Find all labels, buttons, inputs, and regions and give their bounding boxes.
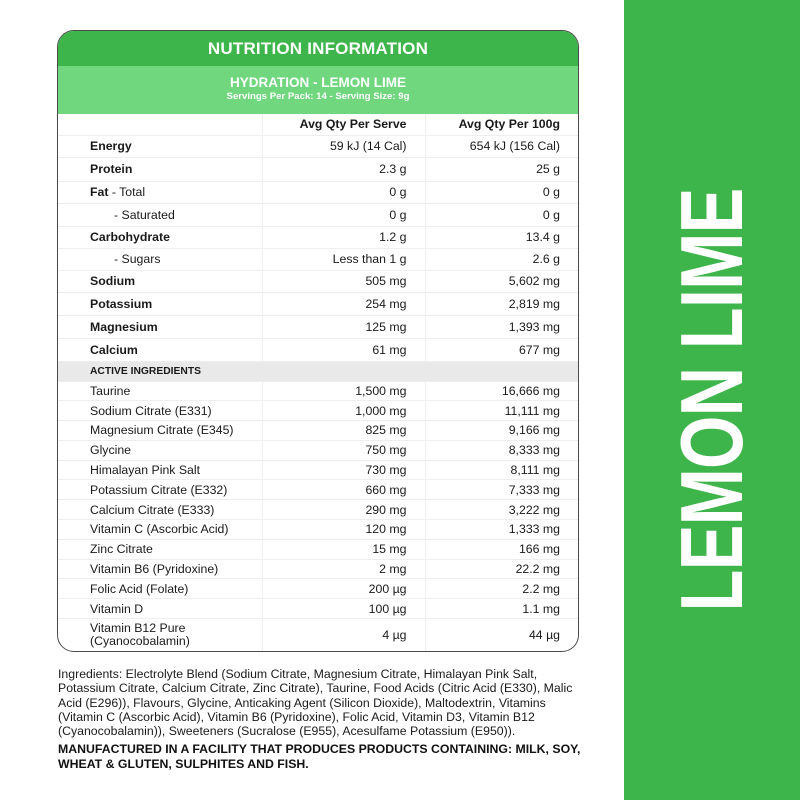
row-value-serve: 200 µg: [262, 579, 425, 599]
row-label: Vitamin B12 Pure (Cyanocobalamin): [90, 621, 190, 649]
table-row: [58, 203, 578, 226]
product-name: HYDRATION - LEMON LIME: [230, 75, 406, 90]
row-value-serve: 505 mg: [262, 270, 425, 292]
row-value-100g: 1,393 mg: [425, 315, 578, 338]
row-value-serve: 750 mg: [262, 440, 425, 460]
panel-title: NUTRITION INFORMATION: [58, 31, 578, 66]
row-label: Vitamin C (Ascorbic Acid): [58, 520, 262, 540]
row-value-100g: 5,602 mg: [425, 270, 578, 292]
table-row: [58, 270, 578, 292]
row-label: - Sugars: [58, 248, 262, 270]
row-value-serve: 125 mg: [262, 315, 425, 338]
row-value-serve: Less than 1 g: [262, 248, 425, 270]
row-label: Potassium: [58, 292, 262, 315]
row-value-100g: 2.2 mg: [425, 579, 578, 599]
row-value-100g: 25 g: [425, 157, 578, 181]
row-label: Magnesium: [58, 315, 262, 338]
table-row: [58, 292, 578, 315]
row-value-serve: 290 mg: [262, 500, 425, 520]
table-row: [58, 181, 578, 203]
row-label: [58, 181, 262, 203]
table-row: [58, 315, 578, 338]
table-row: [58, 460, 578, 480]
row-value-serve: 2 mg: [262, 559, 425, 579]
table-header-row: [58, 114, 578, 135]
table-row: [58, 226, 578, 248]
row-value-serve: 825 mg: [262, 421, 425, 441]
active-ingredients-header: [58, 361, 578, 381]
column-header-label: [58, 114, 262, 135]
table-row: [58, 559, 578, 579]
column-header-per-serve: Avg Qty Per Serve: [262, 114, 425, 135]
row-value-100g: 0 g: [425, 203, 578, 226]
row-value-100g: 2.6 g: [425, 248, 578, 270]
row-value-serve: 1,500 mg: [262, 381, 425, 401]
row-label: Sodium: [58, 270, 262, 292]
row-label: Calcium: [58, 338, 262, 361]
row-label: Protein: [58, 157, 262, 181]
row-value-serve: 730 mg: [262, 460, 425, 480]
table-row: [58, 421, 578, 441]
row-value-100g: 44 µg: [425, 619, 578, 652]
table-row: [58, 579, 578, 599]
row-label: Magnesium Citrate (E345): [58, 421, 262, 441]
table-row: [58, 157, 578, 181]
table-row: [58, 520, 578, 540]
row-label: - Saturated: [58, 203, 262, 226]
flavour-side-banner: [624, 0, 800, 800]
row-value-100g: 654 kJ (156 Cal): [425, 135, 578, 157]
table-row: [58, 401, 578, 421]
table-row: [58, 480, 578, 500]
allergen-warning: MANUFACTURED IN A FACILITY THAT PRODUCES PRODUCTS CONTAINING: MILK, SOY, WHEAT & GLUTEN, SULPHITES AND FISH.: [58, 742, 581, 771]
row-value-100g: 166 mg: [425, 539, 578, 559]
row-value-100g: 1,333 mg: [425, 520, 578, 540]
row-value-serve: 254 mg: [262, 292, 425, 315]
row-value-100g: 8,111 mg: [425, 460, 578, 480]
row-label-suffix: - Total: [108, 185, 146, 199]
row-label: Zinc Citrate: [58, 539, 262, 559]
row-value-serve: 1,000 mg: [262, 401, 425, 421]
table-row: [58, 500, 578, 520]
row-label: Potassium Citrate (E332): [58, 480, 262, 500]
row-label: Energy: [58, 135, 262, 157]
row-value-serve: 2.3 g: [262, 157, 425, 181]
row-label: Calcium Citrate (E333): [58, 500, 262, 520]
row-label: Carbohydrate: [58, 226, 262, 248]
row-label: Himalayan Pink Salt: [58, 460, 262, 480]
row-value-serve: 59 kJ (14 Cal): [262, 135, 425, 157]
table-row: [58, 539, 578, 559]
row-value-100g: 8,333 mg: [425, 440, 578, 460]
row-value-100g: 9,166 mg: [425, 421, 578, 441]
ingredients-list: Ingredients: Electrolyte Blend (Sodium Citrate, Magnesium Citrate, Himalayan Pink Salt, Potassium Citrate, Calcium Citrate, Zinc Citrate), Taurine, Food Acids (Citric Acid (E330), Malic Acid (E296)), Flavours, Glycine, Anticaking Agent (Silicon Dioxide), Maltodextrin, Vitamins (Vitamin C (Ascorbic Acid), Vitamin B6 (Pyridoxine), Folic Acid, Vitamin D3, Vitamin B12 (Cyanocobalamin)), Sweeteners (Sucralose (E955), Acesulfame Potassium (E950)).: [58, 667, 573, 739]
row-label: Vitamin D: [58, 599, 262, 619]
row-value-serve: 4 µg: [262, 619, 425, 652]
row-value-100g: 7,333 mg: [425, 480, 578, 500]
row-value-100g: 0 g: [425, 181, 578, 203]
row-value-100g: 13.4 g: [425, 226, 578, 248]
row-value-serve: 0 g: [262, 203, 425, 226]
table-row: [58, 135, 578, 157]
table-row: [58, 381, 578, 401]
row-value-100g: 2,819 mg: [425, 292, 578, 315]
table-row: [58, 619, 578, 652]
row-label-main: Fat: [90, 185, 109, 199]
row-value-100g: 3,222 mg: [425, 500, 578, 520]
table-row: [58, 248, 578, 270]
product-header: [58, 66, 578, 114]
row-value-100g: 1.1 mg: [425, 599, 578, 619]
section-label: ACTIVE INGREDIENTS: [58, 361, 578, 381]
row-label: Folic Acid (Folate): [58, 579, 262, 599]
row-label: Glycine: [58, 440, 262, 460]
row-value-serve: 100 µg: [262, 599, 425, 619]
row-value-serve: 61 mg: [262, 338, 425, 361]
row-value-serve: 120 mg: [262, 520, 425, 540]
serving-info: Servings Per Pack: 14 - Serving Size: 9g: [226, 91, 410, 102]
row-label: Vitamin B6 (Pyridoxine): [58, 559, 262, 579]
row-value-100g: 22.2 mg: [425, 559, 578, 579]
row-label: Taurine: [58, 381, 262, 401]
nutrition-panel: [57, 30, 579, 652]
column-header-per-100g: Avg Qty Per 100g: [425, 114, 578, 135]
row-value-serve: 660 mg: [262, 480, 425, 500]
flavour-banner-text: [662, 129, 761, 671]
row-value-serve: 1.2 g: [262, 226, 425, 248]
table-row: [58, 599, 578, 619]
row-value-serve: 0 g: [262, 181, 425, 203]
nutrition-table: [58, 114, 578, 652]
row-value-100g: 16,666 mg: [425, 381, 578, 401]
row-value-100g: 11,111 mg: [425, 401, 578, 421]
flavour-banner-label: LEMON LIME: [662, 188, 761, 612]
table-row: [58, 440, 578, 460]
table-row: [58, 338, 578, 361]
row-label: Sodium Citrate (E331): [58, 401, 262, 421]
row-value-serve: 15 mg: [262, 539, 425, 559]
row-value-100g: 677 mg: [425, 338, 578, 361]
